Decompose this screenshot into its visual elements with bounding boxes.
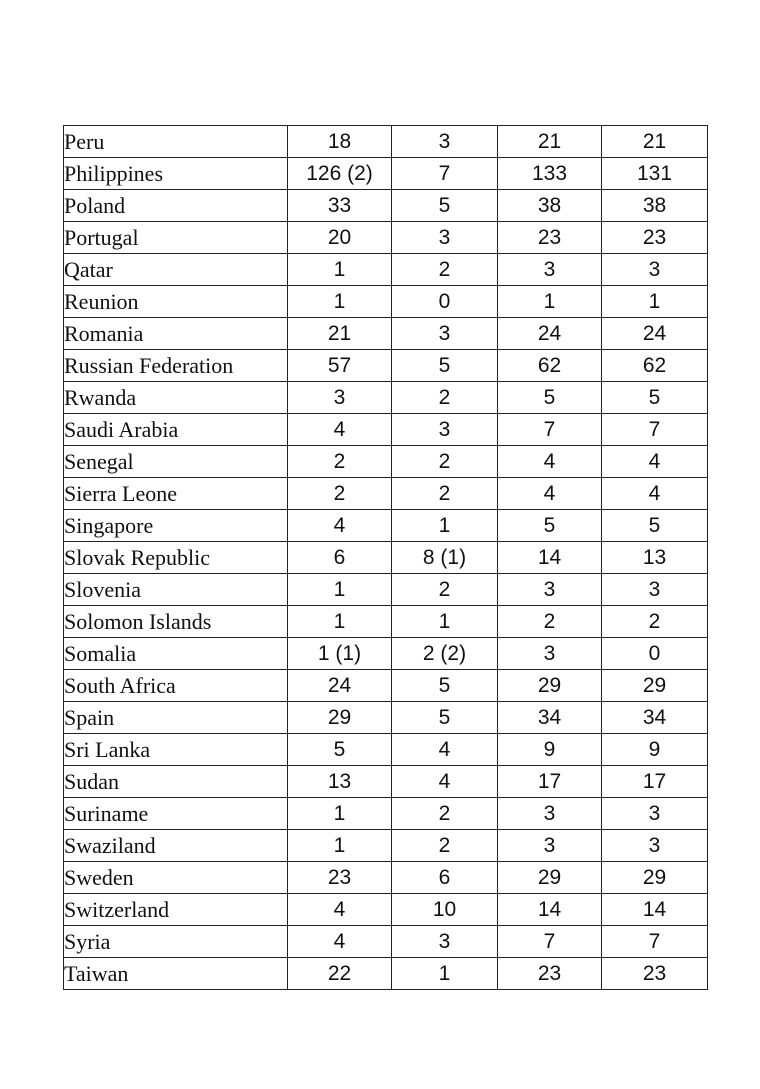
value-col4-cell: 4 <box>602 478 708 510</box>
country-name-cell: Saudi Arabia <box>64 414 288 446</box>
value-col4-cell: 1 <box>602 286 708 318</box>
value-col2-cell: 5 <box>392 350 498 382</box>
table-row <box>64 286 708 318</box>
value-col3-cell: 5 <box>498 510 602 542</box>
value-col2-cell: 8 (1) <box>392 542 498 574</box>
table-row <box>64 606 708 638</box>
value-col1-cell: 29 <box>288 702 392 734</box>
value-col3-cell: 3 <box>498 830 602 862</box>
value-col1-cell: 1 <box>288 286 392 318</box>
table-row <box>64 414 708 446</box>
value-col1-cell: 1 <box>288 830 392 862</box>
value-col1-cell: 21 <box>288 318 392 350</box>
country-name-cell: Sweden <box>64 862 288 894</box>
table-row <box>64 382 708 414</box>
value-col1-cell: 33 <box>288 190 392 222</box>
table-row <box>64 158 708 190</box>
value-col1-cell: 18 <box>288 126 392 158</box>
value-col2-cell: 2 <box>392 382 498 414</box>
value-col2-cell: 4 <box>392 766 498 798</box>
value-col2-cell: 2 <box>392 446 498 478</box>
value-col3-cell: 21 <box>498 126 602 158</box>
value-col2-cell: 6 <box>392 862 498 894</box>
table-row <box>64 638 708 670</box>
value-col4-cell: 24 <box>602 318 708 350</box>
value-col4-cell: 7 <box>602 414 708 446</box>
value-col3-cell: 24 <box>498 318 602 350</box>
value-col2-cell: 5 <box>392 670 498 702</box>
value-col3-cell: 133 <box>498 158 602 190</box>
value-col2-cell: 3 <box>392 126 498 158</box>
country-name-cell: Philippines <box>64 158 288 190</box>
country-name-cell: Russian Federation <box>64 350 288 382</box>
value-col1-cell: 5 <box>288 734 392 766</box>
value-col2-cell: 1 <box>392 958 498 990</box>
value-col1-cell: 1 <box>288 574 392 606</box>
value-col4-cell: 4 <box>602 446 708 478</box>
value-col4-cell: 14 <box>602 894 708 926</box>
value-col2-cell: 5 <box>392 190 498 222</box>
value-col4-cell: 23 <box>602 222 708 254</box>
value-col4-cell: 3 <box>602 798 708 830</box>
value-col2-cell: 0 <box>392 286 498 318</box>
value-col1-cell: 57 <box>288 350 392 382</box>
value-col4-cell: 23 <box>602 958 708 990</box>
value-col4-cell: 0 <box>602 638 708 670</box>
value-col2-cell: 3 <box>392 318 498 350</box>
table-row <box>64 222 708 254</box>
value-col4-cell: 2 <box>602 606 708 638</box>
value-col3-cell: 3 <box>498 254 602 286</box>
country-name-cell: South Africa <box>64 670 288 702</box>
value-col3-cell: 14 <box>498 894 602 926</box>
value-col3-cell: 23 <box>498 958 602 990</box>
table-row <box>64 830 708 862</box>
value-col4-cell: 5 <box>602 510 708 542</box>
table-row <box>64 926 708 958</box>
value-col4-cell: 29 <box>602 670 708 702</box>
value-col3-cell: 38 <box>498 190 602 222</box>
value-col1-cell: 1 <box>288 798 392 830</box>
table-row <box>64 734 708 766</box>
value-col3-cell: 3 <box>498 574 602 606</box>
value-col4-cell: 7 <box>602 926 708 958</box>
value-col3-cell: 4 <box>498 478 602 510</box>
value-col2-cell: 2 <box>392 830 498 862</box>
value-col2-cell: 2 <box>392 254 498 286</box>
country-name-cell: Syria <box>64 926 288 958</box>
value-col1-cell: 23 <box>288 862 392 894</box>
value-col3-cell: 4 <box>498 446 602 478</box>
country-name-cell: Singapore <box>64 510 288 542</box>
table-row <box>64 190 708 222</box>
country-name-cell: Swaziland <box>64 830 288 862</box>
country-name-cell: Sri Lanka <box>64 734 288 766</box>
value-col4-cell: 34 <box>602 702 708 734</box>
value-col3-cell: 17 <box>498 766 602 798</box>
value-col3-cell: 34 <box>498 702 602 734</box>
value-col4-cell: 131 <box>602 158 708 190</box>
value-col4-cell: 9 <box>602 734 708 766</box>
country-name-cell: Slovak Republic <box>64 542 288 574</box>
value-col1-cell: 3 <box>288 382 392 414</box>
value-col4-cell: 62 <box>602 350 708 382</box>
country-name-cell: Qatar <box>64 254 288 286</box>
value-col3-cell: 29 <box>498 670 602 702</box>
value-col3-cell: 7 <box>498 414 602 446</box>
value-col4-cell: 3 <box>602 574 708 606</box>
country-name-cell: Rwanda <box>64 382 288 414</box>
value-col1-cell: 24 <box>288 670 392 702</box>
value-col3-cell: 14 <box>498 542 602 574</box>
value-col1-cell: 1 (1) <box>288 638 392 670</box>
value-col2-cell: 2 (2) <box>392 638 498 670</box>
country-name-cell: Romania <box>64 318 288 350</box>
country-name-cell: Slovenia <box>64 574 288 606</box>
country-name-cell: Suriname <box>64 798 288 830</box>
country-data-table <box>63 125 708 990</box>
country-name-cell: Poland <box>64 190 288 222</box>
value-col2-cell: 4 <box>392 734 498 766</box>
value-col1-cell: 1 <box>288 606 392 638</box>
country-name-cell: Peru <box>64 126 288 158</box>
value-col2-cell: 10 <box>392 894 498 926</box>
table-row <box>64 510 708 542</box>
value-col2-cell: 1 <box>392 510 498 542</box>
country-name-cell: Taiwan <box>64 958 288 990</box>
value-col1-cell: 4 <box>288 894 392 926</box>
value-col3-cell: 5 <box>498 382 602 414</box>
value-col1-cell: 4 <box>288 414 392 446</box>
value-col3-cell: 62 <box>498 350 602 382</box>
country-name-cell: Solomon Islands <box>64 606 288 638</box>
value-col4-cell: 13 <box>602 542 708 574</box>
table-row <box>64 766 708 798</box>
table-row <box>64 574 708 606</box>
value-col4-cell: 3 <box>602 254 708 286</box>
table-row <box>64 318 708 350</box>
value-col2-cell: 2 <box>392 798 498 830</box>
value-col3-cell: 1 <box>498 286 602 318</box>
value-col2-cell: 3 <box>392 926 498 958</box>
value-col3-cell: 3 <box>498 798 602 830</box>
table-body <box>64 126 708 990</box>
country-name-cell: Spain <box>64 702 288 734</box>
value-col3-cell: 3 <box>498 638 602 670</box>
value-col1-cell: 1 <box>288 254 392 286</box>
table-row <box>64 542 708 574</box>
value-col3-cell: 9 <box>498 734 602 766</box>
value-col1-cell: 2 <box>288 446 392 478</box>
value-col2-cell: 2 <box>392 574 498 606</box>
table-row <box>64 478 708 510</box>
value-col1-cell: 20 <box>288 222 392 254</box>
value-col4-cell: 38 <box>602 190 708 222</box>
country-name-cell: Switzerland <box>64 894 288 926</box>
table-row <box>64 862 708 894</box>
table-row <box>64 350 708 382</box>
table-row <box>64 254 708 286</box>
value-col2-cell: 3 <box>392 222 498 254</box>
table-row <box>64 958 708 990</box>
value-col2-cell: 2 <box>392 478 498 510</box>
table-row <box>64 126 708 158</box>
country-name-cell: Reunion <box>64 286 288 318</box>
value-col2-cell: 3 <box>392 414 498 446</box>
value-col1-cell: 4 <box>288 926 392 958</box>
value-col1-cell: 2 <box>288 478 392 510</box>
value-col2-cell: 5 <box>392 702 498 734</box>
value-col4-cell: 5 <box>602 382 708 414</box>
value-col1-cell: 6 <box>288 542 392 574</box>
value-col3-cell: 7 <box>498 926 602 958</box>
value-col2-cell: 1 <box>392 606 498 638</box>
value-col4-cell: 21 <box>602 126 708 158</box>
table-row <box>64 446 708 478</box>
country-name-cell: Somalia <box>64 638 288 670</box>
value-col1-cell: 4 <box>288 510 392 542</box>
value-col4-cell: 29 <box>602 862 708 894</box>
value-col4-cell: 17 <box>602 766 708 798</box>
country-name-cell: Portugal <box>64 222 288 254</box>
value-col3-cell: 29 <box>498 862 602 894</box>
country-name-cell: Sierra Leone <box>64 478 288 510</box>
table-row <box>64 894 708 926</box>
country-name-cell: Senegal <box>64 446 288 478</box>
table-row <box>64 670 708 702</box>
value-col1-cell: 126 (2) <box>288 158 392 190</box>
table-row <box>64 702 708 734</box>
table-row <box>64 798 708 830</box>
value-col1-cell: 22 <box>288 958 392 990</box>
value-col3-cell: 2 <box>498 606 602 638</box>
value-col3-cell: 23 <box>498 222 602 254</box>
country-name-cell: Sudan <box>64 766 288 798</box>
value-col2-cell: 7 <box>392 158 498 190</box>
value-col4-cell: 3 <box>602 830 708 862</box>
value-col1-cell: 13 <box>288 766 392 798</box>
